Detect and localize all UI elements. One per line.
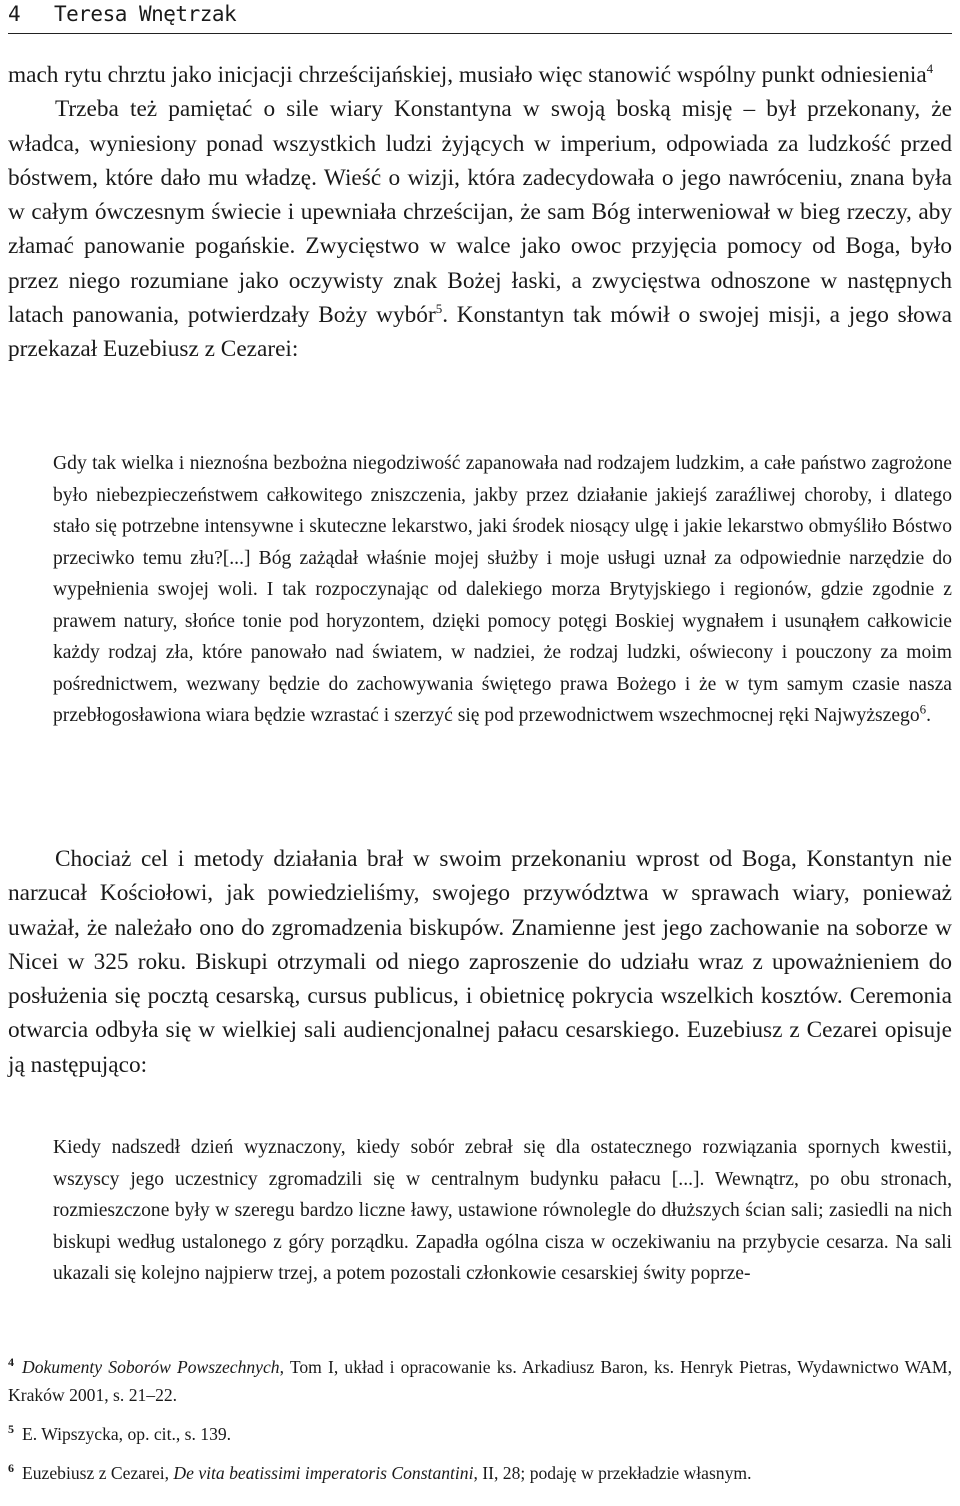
block-quote-1: [53, 448, 952, 732]
quote-2-text: Kiedy nadszedł dzień wyznaczony, kiedy sobór zebrał się dla ostatecznego rozwiązania spornych kwestii, wszyscy jego uczestnicy zgromadzili się w centralnym budynku pałacu [...]. Wewnątrz, po obu stronach, rozmieszczone były w szeregu bardzo liczne ławy, ustawione równolegle do dłuższych ścian sali; zasiedli na nich biskupi według ustalonego z góry porządku. Zapadła ogólna cisza w oczekiwaniu na przybycie cesarza. Na sali ukazali się kolejno najpierw trzej, a potem pozostali członkowie cesarskiej świty poprze-: [53, 1137, 952, 1284]
footnote-5: $^5$ E. Wipszycka, op. cit., s. 139.: [8, 1421, 232, 1444]
body-section-2: [8, 842, 952, 1082]
paragraph-3: Chociaż cel i metody działania brał w swoim przekonaniu wprost od Boga, Konstantyn nie narzucał Kościołowi, jak powiedzieliśmy, swojego przywództwa w sprawach wiary, ponieważ uważał, że należało ono do zgromadzenia biskupów. Znamienne jest jego zachowanie na soborze w Nicei w 325 roku. Biskupi otrzymali od niego zaproszenie do udziału wraz z upoważnieniem do posłużenia się pocztą cesarską, cursus publicus, i obietnicę pokrycia wszelkich kosztów. Ceremonia otwarcia odbyła się w wielkiej sali audiencjonalnej pałacu cesarskiego. Euzebiusz z Cezarei opisuje ją następująco:: [8, 846, 952, 1078]
footnote-4: $^4$ Dokumenty Soborów Powszechnych, Tom I, układ i opracowanie ks. Arkadiusz Baron, ks. Henryk Pietras, Wydawnictwo WAM, Kraków 2001, s. 21–22.: [8, 1355, 952, 1405]
running-head-author: Teresa Wnętrzak: [54, 2, 237, 26]
running-header: [8, 0, 952, 34]
footnote-6: $^6$ Euzebiusz z Cezarei, De vita beatissimi imperatoris Constantini, II, 28; podaję w przekładzie własnym.: [8, 1460, 752, 1483]
footnote-ref-4[interactable]: 4: [926, 61, 934, 77]
footnotes: [8, 1348, 952, 1493]
block-quote-2: [53, 1132, 952, 1290]
footnote-ref-5[interactable]: 5: [435, 301, 443, 317]
body-section-1: [8, 58, 952, 367]
paragraph-2: Trzeba też pamiętać o sile wiary Konstantyna w swoją boską misję – był przekonany, że władca, wyniesiony ponad wszystkich ludzi żyjących w imperium, odpowiada za ludzkość przed bóstwem, które dało mu władzę. Wieść o wizji, która zadecydowała o jego nawróceniu, znana była w całym ówczesnym świecie i upewniała chrześcijan, że sam Bóg interweniował w bieg rzeczy, aby złamać panowanie pogańskie. Zwycięstwo w walce jako owoc przyjęcia pomocy od Boga, było przez niego rozumiane jako oczywisty znak Bożej łaski, a zwycięstwa odnoszone w następnych latach panowania, potwierdzały Boży wybór$^5$. Konstantyn tak mówił o swojej misji, a jego słowa przekazał Euzebiusz z Cezarei:: [8, 96, 952, 363]
footnote-ref-6[interactable]: 6: [919, 701, 927, 717]
page-number: 4: [8, 2, 21, 26]
quote-1-text: Gdy tak wielka i nieznośna bezbożna niegodziwość zapanowała nad rodzajem ludzkim, a całe państwo zagrożone było niebezpieczeństwem całkowitego zniszczenia, jakby przez działanie jakiejś zaraźliwej choroby, i dlatego stało się potrzebne intensywne i skuteczne lekarstwo, jaki środek niosący ulgę i jakie lekarstwo obmyśliło Bóstwo przeciwko temu złu?[...] Bóg zażądał właśnie mojej służby i moje usługi uznał za odpowiednie narzędzie do wypełnienia swojej woli. I tak rozpoczynając od dalekiego morza Brytyjskiego i regionów, gdzie zgodnie z prawem natury, słońce tonie pod horyzontem, dzięki pomocy potęgi Boskiej wygnałem i usunąłem całkowicie każdy rodzaj zła, które panowało nad światem, w nadziei, że rodzaj ludzki, oświecony i pouczony za moim pośrednictwem, wezwany będzie do zachowywania świętego prawa Bożego i że w tym samym czasie nasza przebłogosławiona wiara będzie wzrastać i szerzyć się pod przewodnictwem wszechmocnej ręki Najwyższego$^6$.: [53, 453, 952, 726]
paragraph-1: mach rytu chrztu jako inicjacji chrześcijańskiej, musiało więc stanowić wspólny punkt odniesienia$^4$: [8, 61, 934, 88]
